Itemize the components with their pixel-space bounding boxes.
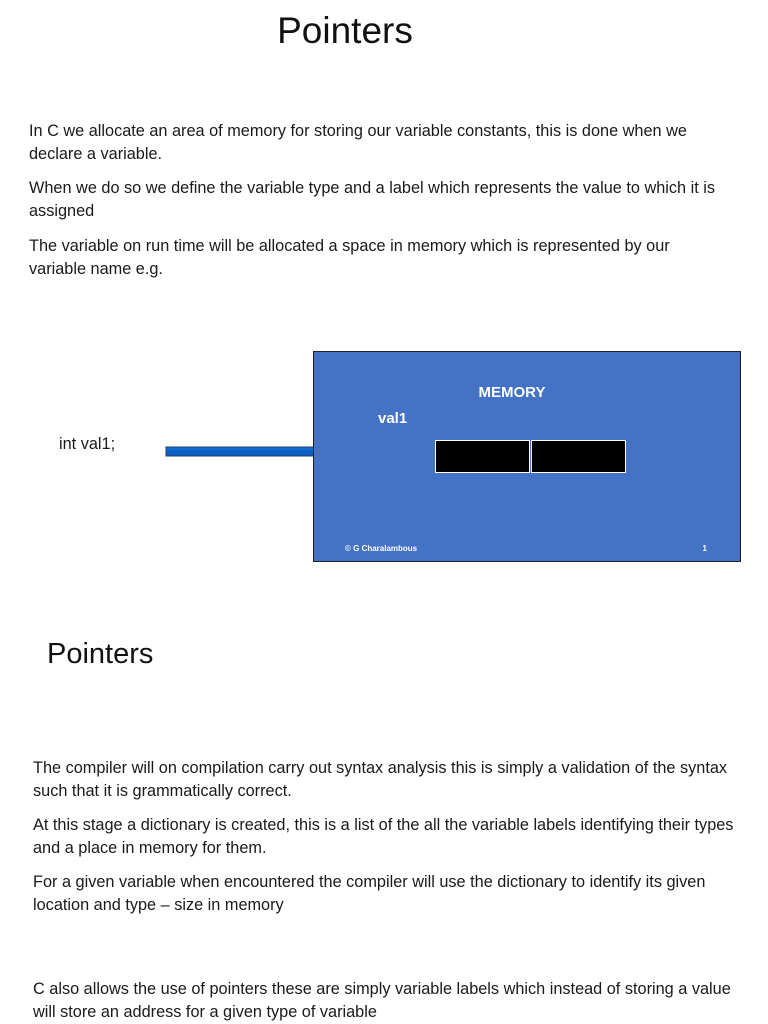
paragraph-dictionary: At this stage a dictionary is created, this is a list of the all the variable labels identifying their types and a place in memory for them. — [33, 816, 734, 857]
paragraph-syntax-analysis: The compiler will on compilation carry out syntax analysis this is simply a validation of the syntax such that it is grammatically correct. — [33, 759, 728, 800]
paragraph-variable-lookup: For a given variable when encountered the compiler will use the dictionary to identify its given location and type – size in memory — [33, 873, 706, 914]
page-title: Pointers — [277, 10, 413, 51]
slide-number: 1 — [702, 544, 707, 553]
paragraph-pointers: C also allows the use of pointers these are simply variable labels which instead of storing a value will store an address for a given type of variable — [33, 980, 731, 1021]
memory-title: MEMORY — [478, 384, 546, 401]
memory-cell — [531, 440, 626, 473]
paragraph-memory-allocation: In C we allocate an area of memory for storing our variable constants, this is done when we declare a variable. — [29, 122, 687, 163]
memory-cell — [435, 440, 530, 473]
code-declaration: int val1; — [59, 435, 116, 453]
section-title: Pointers — [47, 638, 154, 670]
paragraph-variable-type: When we do so we define the variable type and a label which represents the value to which it is assigned — [29, 179, 716, 220]
variable-label: val1 — [378, 410, 408, 427]
memory-diagram — [313, 351, 741, 562]
copyright-notice: © G Charalambous — [345, 544, 418, 553]
paragraph-runtime-allocation: The variable on run time will be allocated a space in memory which is represented by our variable name e.g. — [29, 237, 670, 278]
